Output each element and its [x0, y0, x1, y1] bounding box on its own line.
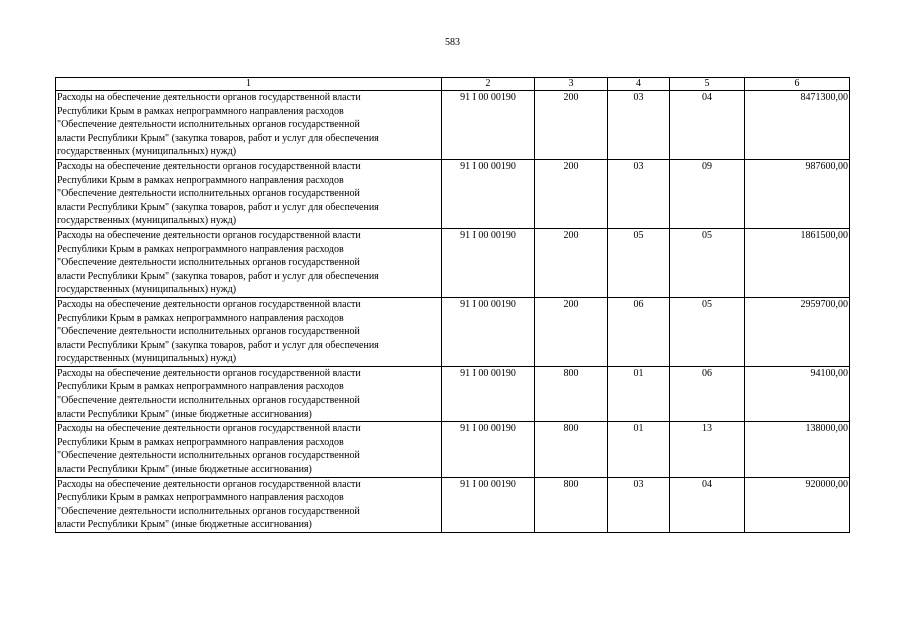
table-row [56, 159, 850, 228]
amount-value: 2959700,00 [745, 297, 850, 366]
column-header: 1 [56, 78, 442, 91]
expense-type-code: 200 [535, 297, 608, 366]
column-header: 3 [535, 78, 608, 91]
subsection-code: 05 [670, 297, 745, 366]
expense-description: Расходы на обеспечение деятельности органов государственной власти Республики Крым в рамках непрограммного направления расходов "Обеспечение деятельности исполнительных органов государственной власти Республики Крым" (закупка товаров, работ и услуг для обеспечения государственных (муниципальных) нужд) [56, 228, 442, 297]
column-header: 2 [442, 78, 535, 91]
expense-type-code: 800 [535, 366, 608, 421]
target-article-code: 91 I 00 00190 [442, 366, 535, 421]
expense-type-code: 200 [535, 91, 608, 160]
section-code: 01 [608, 366, 670, 421]
table-row [56, 91, 850, 160]
expense-description: Расходы на обеспечение деятельности органов государственной власти Республики Крым в рамках непрограммного направления расходов "Обеспечение деятельности исполнительных органов государственной власти Республики Крым" (закупка товаров, работ и услуг для обеспечения государственных (муниципальных) нужд) [56, 159, 442, 228]
table-row [56, 366, 850, 421]
column-header: 6 [745, 78, 850, 91]
table-row [56, 297, 850, 366]
column-header: 5 [670, 78, 745, 91]
expense-description: Расходы на обеспечение деятельности органов государственной власти Республики Крым в рамках непрограммного направления расходов "Обеспечение деятельности исполнительных органов государственной власти Республики Крым" (иные бюджетные ассигнования) [56, 477, 442, 532]
expense-description: Расходы на обеспечение деятельности органов государственной власти Республики Крым в рамках непрограммного направления расходов "Обеспечение деятельности исполнительных органов государственной власти Республики Крым" (закупка товаров, работ и услуг для обеспечения государственных (муниципальных) нужд) [56, 91, 442, 160]
amount-value: 920000,00 [745, 477, 850, 532]
subsection-code: 09 [670, 159, 745, 228]
amount-value: 8471300,00 [745, 91, 850, 160]
section-code: 05 [608, 228, 670, 297]
amount-value: 987600,00 [745, 159, 850, 228]
expense-type-code: 800 [535, 422, 608, 477]
subsection-code: 05 [670, 228, 745, 297]
target-article-code: 91 I 00 00190 [442, 91, 535, 160]
amount-value: 138000,00 [745, 422, 850, 477]
section-code: 03 [608, 159, 670, 228]
subsection-code: 13 [670, 422, 745, 477]
amount-value: 1861500,00 [745, 228, 850, 297]
section-code: 03 [608, 91, 670, 160]
subsection-code: 04 [670, 91, 745, 160]
table-row [56, 422, 850, 477]
target-article-code: 91 I 00 00190 [442, 477, 535, 532]
page-number: 583 [445, 37, 460, 48]
expense-type-code: 800 [535, 477, 608, 532]
column-header: 4 [608, 78, 670, 91]
target-article-code: 91 I 00 00190 [442, 228, 535, 297]
table-row [56, 477, 850, 532]
table-header-row [56, 78, 850, 91]
expense-description: Расходы на обеспечение деятельности органов государственной власти Республики Крым в рамках непрограммного направления расходов "Обеспечение деятельности исполнительных органов государственной власти Республики Крым" (иные бюджетные ассигнования) [56, 366, 442, 421]
section-code: 01 [608, 422, 670, 477]
expense-type-code: 200 [535, 228, 608, 297]
expense-type-code: 200 [535, 159, 608, 228]
expense-description: Расходы на обеспечение деятельности органов государственной власти Республики Крым в рамках непрограммного направления расходов "Обеспечение деятельности исполнительных органов государственной власти Республики Крым" (иные бюджетные ассигнования) [56, 422, 442, 477]
subsection-code: 06 [670, 366, 745, 421]
subsection-code: 04 [670, 477, 745, 532]
amount-value: 94100,00 [745, 366, 850, 421]
budget-table [55, 77, 850, 533]
expense-description: Расходы на обеспечение деятельности органов государственной власти Республики Крым в рамках непрограммного направления расходов "Обеспечение деятельности исполнительных органов государственной власти Республики Крым" (закупка товаров, работ и услуг для обеспечения государственных (муниципальных) нужд) [56, 297, 442, 366]
section-code: 06 [608, 297, 670, 366]
target-article-code: 91 I 00 00190 [442, 159, 535, 228]
table-row [56, 228, 850, 297]
target-article-code: 91 I 00 00190 [442, 422, 535, 477]
target-article-code: 91 I 00 00190 [442, 297, 535, 366]
section-code: 03 [608, 477, 670, 532]
